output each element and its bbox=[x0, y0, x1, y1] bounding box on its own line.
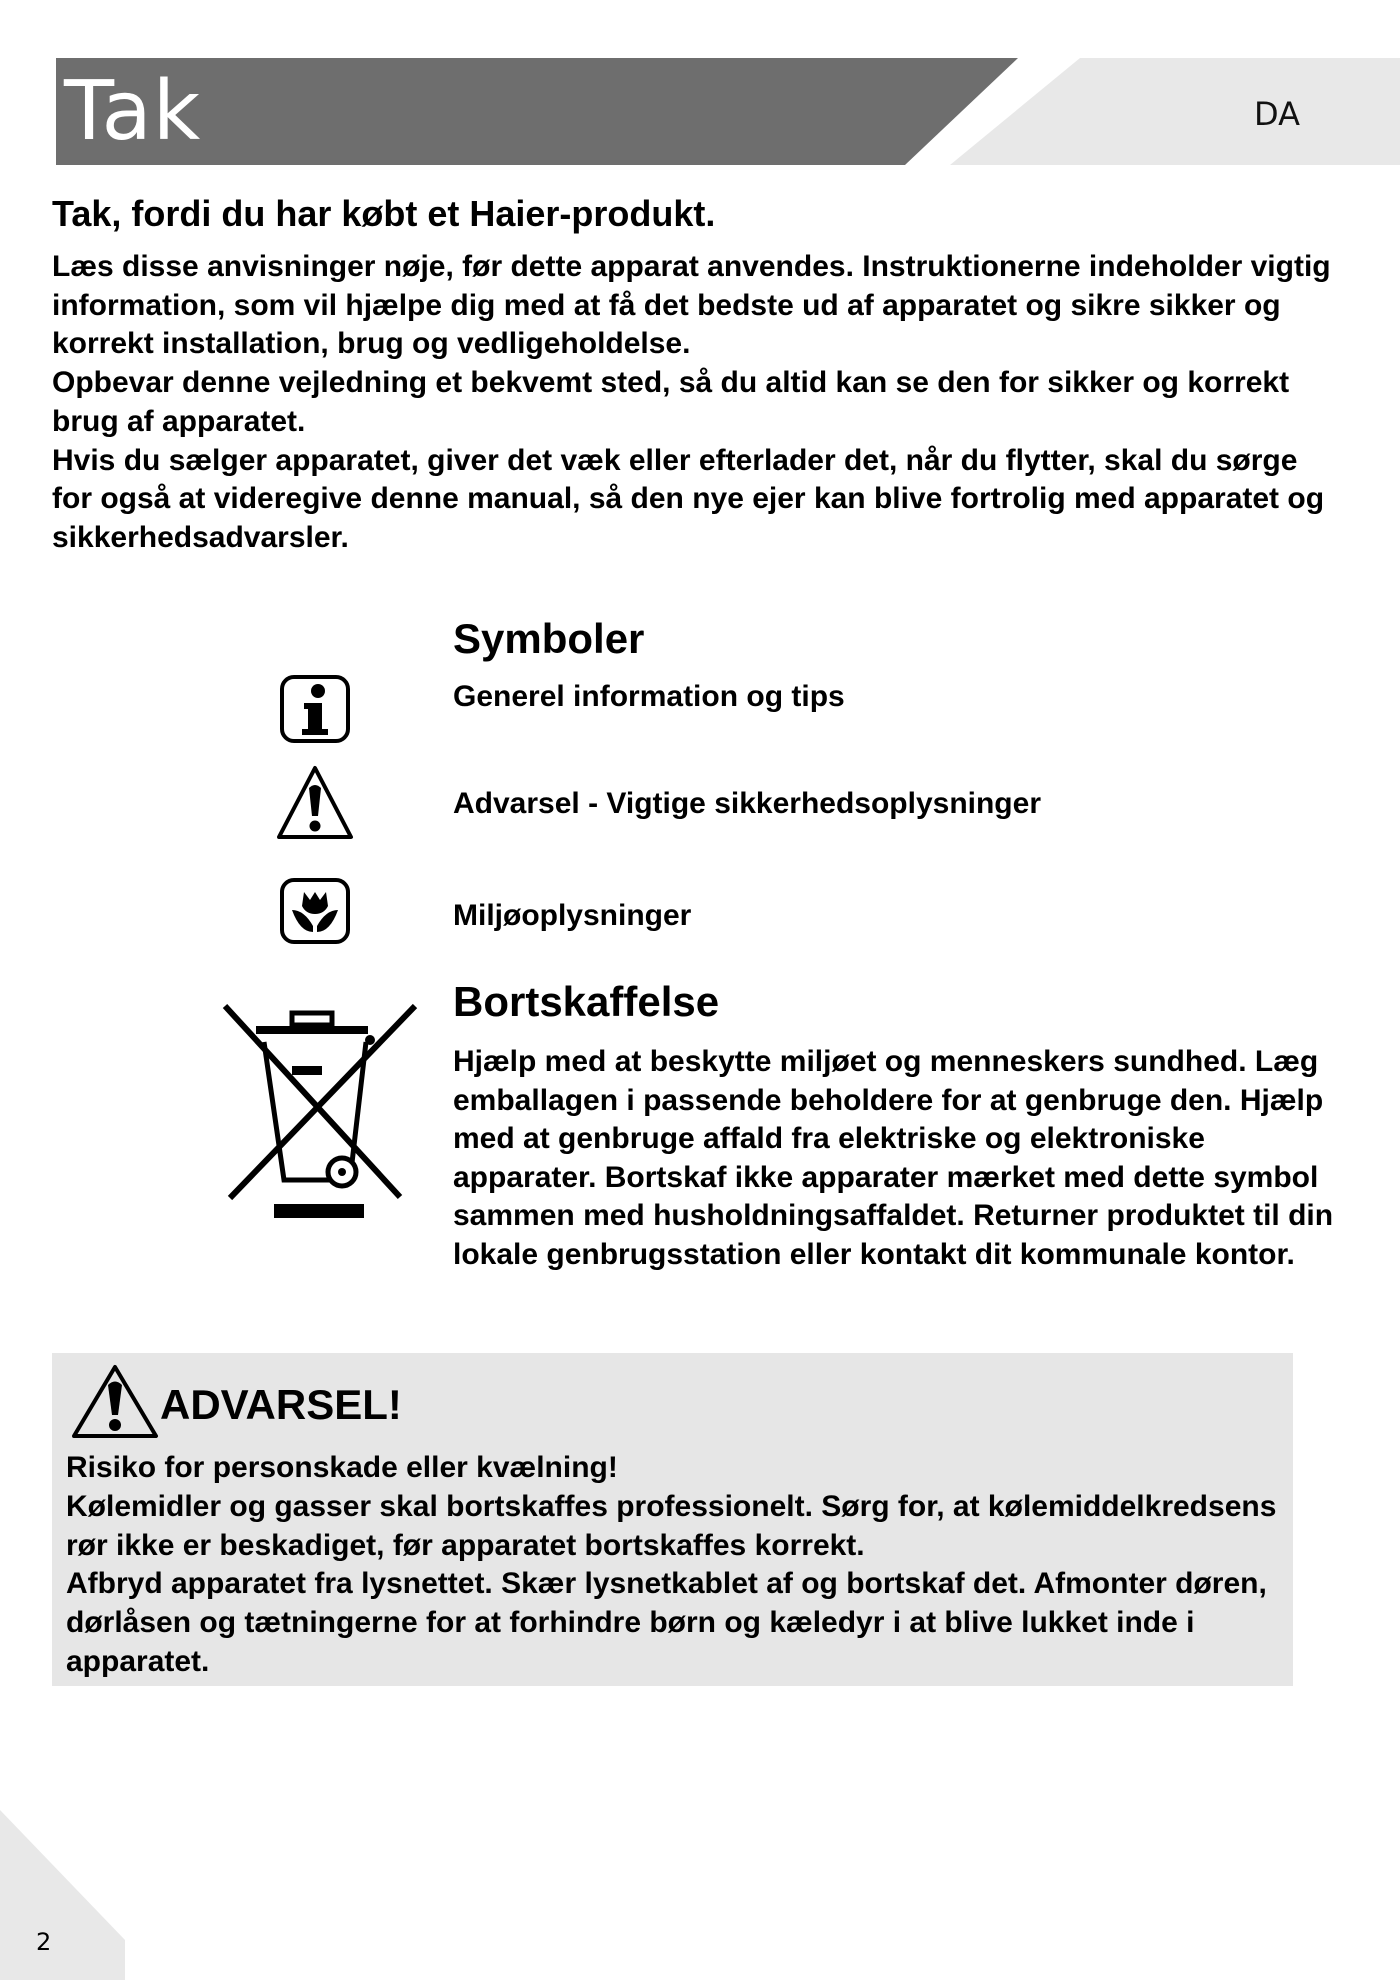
symbols-heading: Symboler bbox=[453, 615, 645, 662]
warning-title: ADVARSEL! bbox=[160, 1381, 402, 1428]
symbol-label-warning: Advarsel - Vigtige sikkerhedsoplysninger bbox=[453, 787, 1041, 820]
warning-paragraph: Risiko for personskade eller kvælning! bbox=[66, 1451, 618, 1484]
symbol-label-environment: Miljøoplysninger bbox=[453, 899, 692, 932]
warning-box bbox=[52, 1353, 1293, 1686]
intro-heading: Tak, fordi du har købt et Haier-produkt. bbox=[52, 193, 716, 234]
disposal-heading: Bortskaffelse bbox=[453, 978, 720, 1025]
page-corner-decoration bbox=[0, 1810, 130, 1980]
intro-text bbox=[52, 248, 1342, 558]
warning-paragraph: Kølemidler og gasser skal bortskaffes professionelt. Sørg for, at kølemiddelkredsens rør ikke er beskadiget, før apparatet bortskaffes korrekt. bbox=[66, 1489, 1277, 1562]
warning-triangle-icon bbox=[274, 762, 356, 844]
crossed-out-bin-icon bbox=[220, 1000, 420, 1220]
disposal-text: Hjælp med at beskytte miljøet og menneskers sundhed. Læg emballagen i passende beholdere for at genbruge den. Hjælp med at genbruge affald fra elektriske og elektroniske apparater. Bortskaf ikke apparater mærket med dette symbol sammen med husholdningsaffaldet. Returner produktet til din lokale genbrugsstation eller kontakt dit kommunale kontor. bbox=[453, 1045, 1334, 1271]
language-code: DA bbox=[1254, 95, 1300, 133]
page-title: Tak bbox=[64, 64, 202, 159]
warning-text bbox=[66, 1449, 1281, 1682]
info-icon bbox=[278, 673, 352, 745]
warning-paragraph: Afbryd apparatet fra lysnettet. Skær lysnetkablet af og bortskaf det. Afmonter døren, dørlåsen og tætningerne for at forhindre børn og kæledyr i at blive lukket inde i apparatet. bbox=[66, 1567, 1267, 1678]
environment-icon bbox=[278, 876, 352, 946]
warning-triangle-icon bbox=[70, 1361, 160, 1441]
page-number: 2 bbox=[36, 1928, 52, 1956]
intro-paragraph: Hvis du sælger apparatet, giver det væk eller efterlader det, når du flytter, skal du sørge for også at videregive denne manual, så den nye ejer kan blive fortrolig med apparatet og sikkerhedsadvarsler. bbox=[52, 443, 1325, 554]
header-bar bbox=[0, 0, 1400, 180]
intro-paragraph: Opbevar denne vejledning et bekvemt sted, så du altid kan se den for sikker og korrekt brug af apparatet. bbox=[52, 366, 1290, 438]
header-tab-shape bbox=[950, 58, 1400, 165]
symbol-label-info: Generel information og tips bbox=[453, 680, 845, 713]
intro-paragraph: Læs disse anvisninger nøje, før dette apparat anvendes. Instruktionerne indeholder vigtig information, som vil hjælpe dig med at få det bedste ud af apparatet og sikre sikker og korrekt installation, brug og vedligeholdelse. bbox=[52, 250, 1331, 361]
